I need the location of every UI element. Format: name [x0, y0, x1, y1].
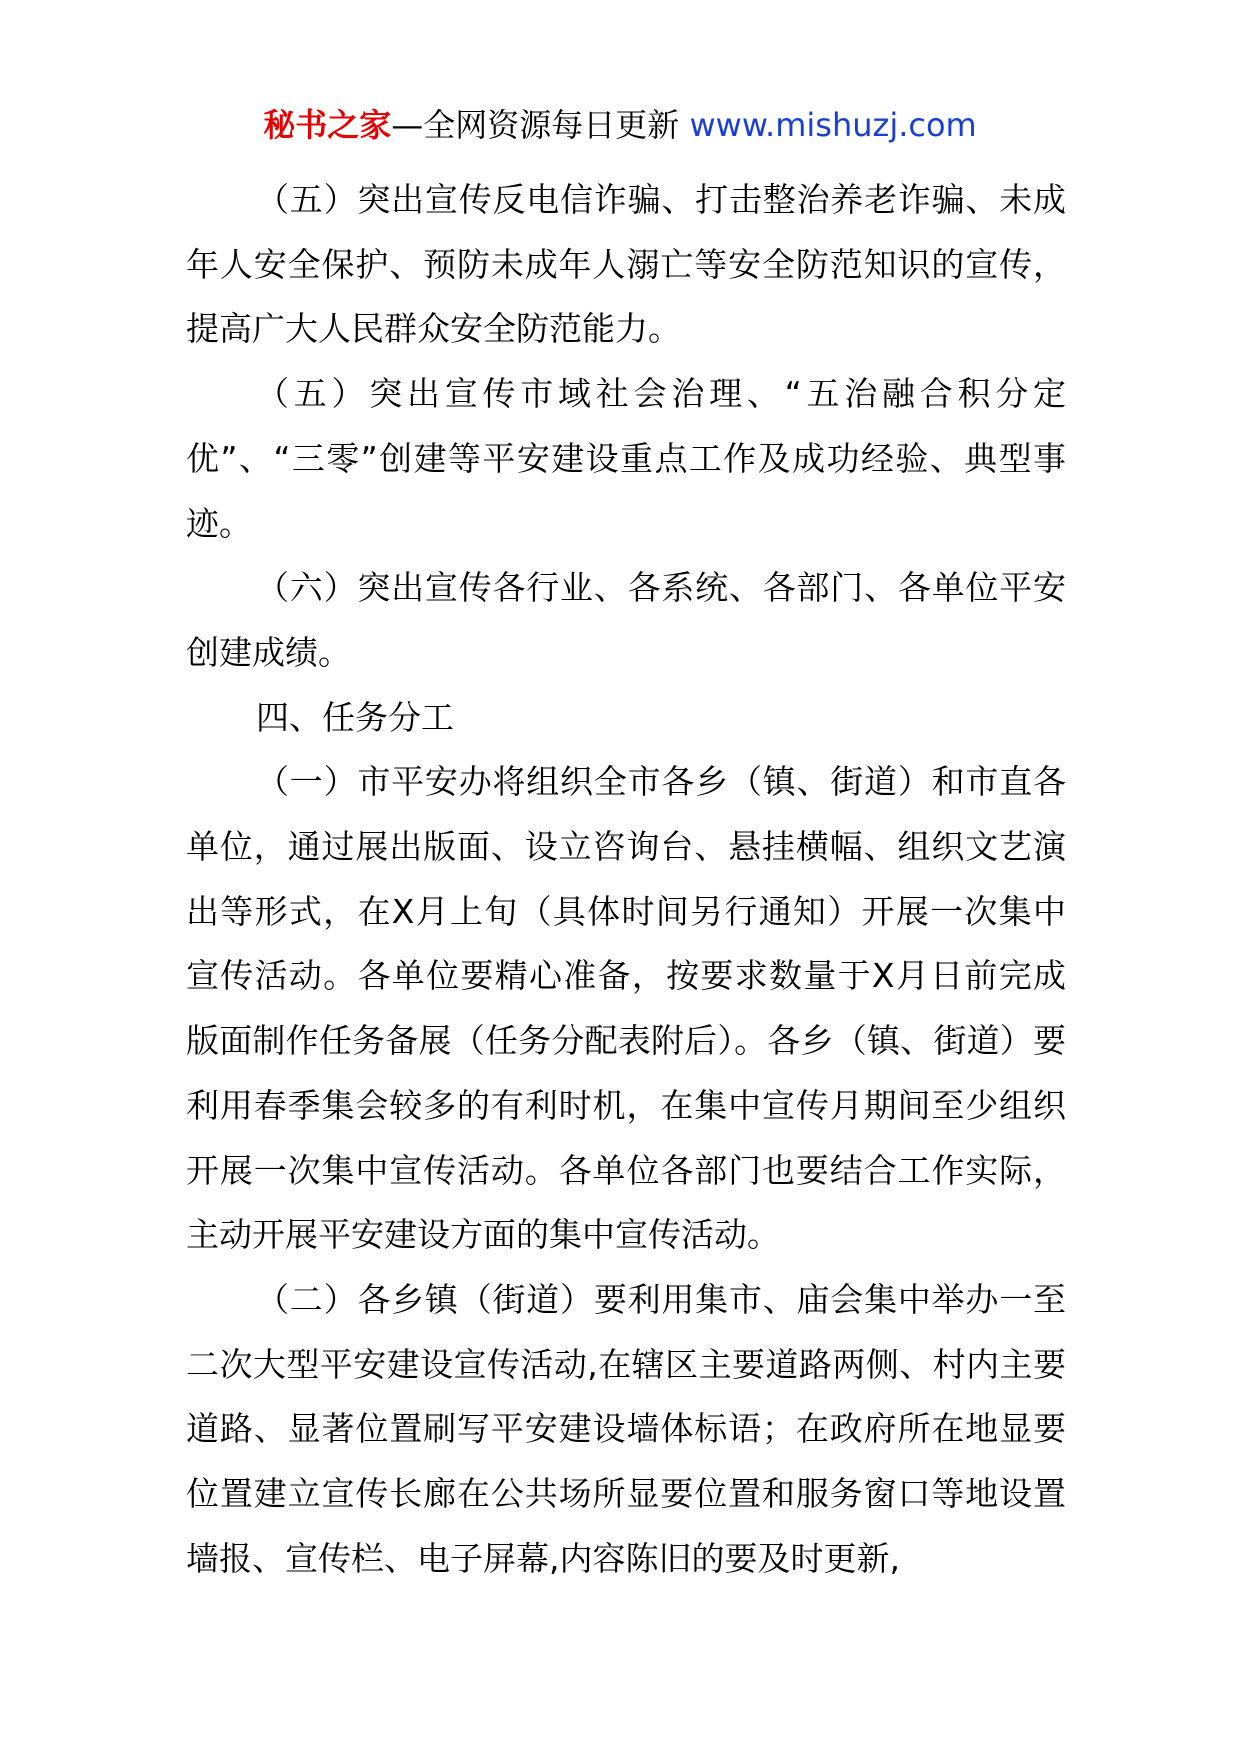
- document-body: [186, 168, 1066, 1591]
- website-link[interactable]: www.mishuzj.com: [689, 106, 977, 144]
- paragraph-anti-fraud: （五）突出宣传反电信诈骗、打击整治养老诈骗、未成年人安全保护、预防未成年人溺亡等安全防范知识的宣传，提高广大人民群众安全防范能力。: [186, 180, 1066, 349]
- paragraph-task-one: （一）市平安办将组织全市各乡（镇、街道）和市直各单位，通过展出版面、设立咨询台、悬挂横幅、组织文艺演出等形式，在X月上旬（具体时间另行通知）开展一次集中宣传活动。各单位要精心准备，按要求数量于X月日前完成版面制作任务备展（任务分配表附后）。各乡（镇、街道）要利用春季集会较多的有利时机，在集中宣传月期间至少组织开展一次集中宣传活动。各单位各部门也要结合工作实际，主动开展平安建设方面的集中宣传活动。: [186, 762, 1066, 1255]
- paragraph-social-governance: （五）突出宣传市域社会治理、“五治融合积分定优”、“三零”创建等平安建设重点工作及成功经验、典型事迹。: [186, 374, 1066, 543]
- header-tagline: —全网资源每日更新: [391, 106, 680, 144]
- paragraph-achievements: （六）突出宣传各行业、各系统、各部门、各单位平安创建成绩。: [186, 568, 1066, 672]
- brand-name: 秘书之家: [263, 106, 392, 144]
- paragraph-task-two: （二）各乡镇（街道）要利用集市、庙会集中举办一至二次大型平安建设宣传活动,在辖区主要道路两侧、村内主要道路、显著位置刷写平安建设墙体标语；在政府所在地显要位置建立宣传长廊在公共场所显要位置和服务窗口等地设置墙报、宣传栏、电子屏幕,内容陈旧的要及时更新,: [186, 1279, 1066, 1578]
- section-heading-task-division: 四、任务分工: [256, 697, 454, 737]
- watermark-header: [0, 103, 1240, 147]
